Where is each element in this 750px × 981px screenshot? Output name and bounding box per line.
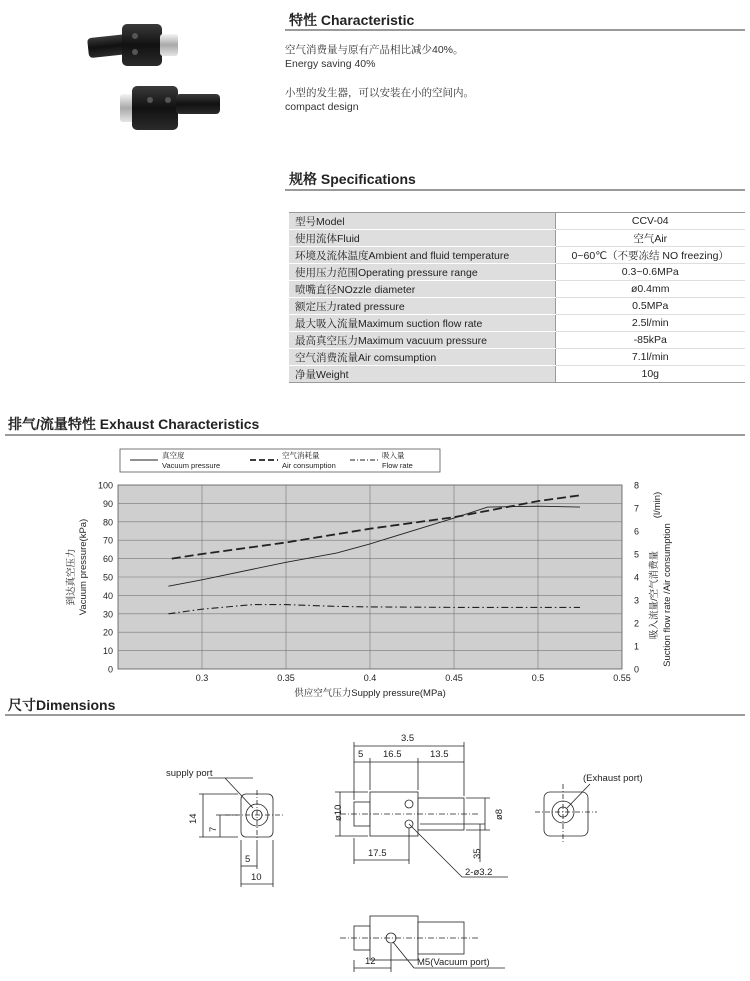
x-tick: 0.45 — [445, 673, 463, 683]
exhaust-title: 排气/流量特性 Exhaust Characteristics — [8, 416, 260, 432]
dimensions-title: 尺寸Dimensions — [8, 697, 116, 713]
y-tick-left: 100 — [97, 480, 113, 491]
spec-label: 型号Model — [289, 213, 555, 230]
char-item-2-cn: 小型的发生器，可以安装在小的空间内。 — [285, 87, 474, 99]
legend-label-en: Air consumption — [282, 461, 336, 470]
y-tick-left: 80 — [102, 517, 113, 528]
dim-13-5: 13.5 — [430, 749, 449, 760]
y-tick-right: 8 — [634, 480, 640, 491]
y-tick-left: 30 — [102, 609, 113, 620]
dim-17-5: 17.5 — [368, 848, 387, 859]
spec-label: 净量Weight — [289, 366, 555, 383]
dimensions-rule — [5, 714, 745, 716]
x-tick: 0.4 — [363, 673, 377, 683]
char-item-1-cn: 空气消费量与原有产品相比减少40%。 — [285, 44, 464, 56]
dim-o10: ø10 — [333, 804, 344, 821]
label-exhaust-port: (Exhaust port) — [583, 773, 643, 784]
spec-row — [289, 298, 745, 315]
y-tick-left: 40 — [102, 590, 113, 601]
legend-label-cn: 吸入量 — [382, 451, 405, 460]
y-tick-left: 70 — [102, 535, 113, 546]
x-tick: 0.3 — [195, 673, 209, 683]
spec-row — [289, 230, 745, 247]
spec-value: 2.5l/min — [555, 315, 745, 332]
y-axis-right-label-cn: 吸入流量/空气消费量 — [649, 550, 660, 640]
label-supply-port: supply port — [166, 768, 213, 779]
spec-table — [289, 212, 745, 383]
legend-label-cn: 真空度 — [162, 451, 185, 460]
y-tick-right: 6 — [634, 526, 640, 537]
char-item-2-en: compact design — [285, 101, 359, 113]
spec-value: ø0.4mm — [555, 281, 745, 298]
spec-value: 0.5MPa — [555, 298, 745, 315]
characteristic-rule — [285, 29, 745, 31]
dim-5a: 5 — [358, 749, 364, 760]
y-tick-right: 1 — [634, 641, 640, 652]
y-tick-left: 10 — [102, 646, 113, 657]
label-vacuum-port: M5(Vacuum port) — [417, 957, 490, 968]
y-axis-left-label-cn: 到达真空压力 — [66, 548, 77, 606]
spec-row — [289, 264, 745, 281]
dim-10b: 10 — [251, 872, 262, 883]
y-axis-left-label-en: Vacuum pressure(kPa) — [78, 518, 89, 616]
x-tick: 0.5 — [531, 673, 545, 683]
y-tick-right: 5 — [634, 549, 640, 560]
spec-row — [289, 349, 745, 366]
y-axis-right-label-en: Suction flow rate /Air consumption — [662, 523, 673, 667]
dim-14: 14 — [188, 813, 199, 824]
dimension-drawing — [0, 722, 750, 981]
end-view-exhaust — [535, 784, 597, 842]
spec-row — [289, 332, 745, 349]
spec-label: 使用压力范围Operating pressure range — [289, 264, 555, 281]
y-tick-left: 0 — [107, 664, 113, 675]
y-axis-right-unit: (l/min) — [652, 491, 663, 519]
dim-3-5: 3.5 — [401, 733, 415, 744]
dim-35: 35 — [472, 848, 483, 859]
spec-label: 使用流体Fluid — [289, 230, 555, 247]
characteristic-title: 特性 Characteristic — [289, 12, 415, 28]
x-axis-label: 供应空气压力Supply pressure(MPa) — [294, 688, 446, 699]
spec-row — [289, 315, 745, 332]
spec-label: 环境及流体温度Ambient and fluid temperature — [289, 247, 555, 264]
product-photo — [80, 14, 230, 144]
spec-value: CCV-04 — [555, 213, 745, 230]
dim-16-5: 16.5 — [383, 749, 402, 760]
spec-value: 10g — [555, 366, 745, 383]
y-tick-left: 50 — [102, 572, 113, 583]
spec-row — [289, 213, 745, 230]
x-tick: 0.55 — [613, 673, 631, 683]
dim-7: 7 — [208, 826, 219, 832]
exhaust-rule — [5, 434, 745, 436]
spec-row — [289, 247, 745, 264]
x-tick: 0.35 — [277, 673, 295, 683]
legend-label-en: Vacuum pressure — [162, 461, 221, 470]
legend-label-cn: 空气消耗量 — [282, 451, 320, 460]
spec-value: 7.1l/min — [555, 349, 745, 366]
y-tick-right: 2 — [634, 618, 640, 629]
spec-row — [289, 281, 745, 298]
spec-value: 0.3~0.6MPa — [555, 264, 745, 281]
spec-value: 0~60℃（不要冻结 NO freezing） — [555, 247, 745, 264]
y-tick-left: 60 — [102, 554, 113, 565]
spec-label: 最大吸入流量Maximum suction flow rate — [289, 315, 555, 332]
dim-o8: ø8 — [494, 808, 505, 820]
spec-value: 空气Air — [555, 230, 745, 247]
y-tick-right: 3 — [634, 595, 640, 606]
dim-5b: 5 — [245, 854, 251, 865]
legend-label-en: Flow rate — [382, 461, 413, 470]
exhaust-chart — [0, 440, 750, 710]
spec-value: -85kPa — [555, 332, 745, 349]
specifications-rule — [285, 189, 745, 191]
specifications-title: 规格 Specifications — [289, 171, 416, 187]
dim-12: 12 — [365, 956, 376, 967]
y-tick-right: 4 — [634, 572, 640, 583]
y-tick-left: 90 — [102, 498, 113, 509]
y-tick-left: 20 — [102, 627, 113, 638]
label-holes: 2-ø3.2 — [465, 867, 493, 878]
y-tick-right: 7 — [634, 503, 640, 514]
char-item-1-en: Energy saving 40% — [285, 58, 376, 70]
spec-label: 空气消费流量Air comsumption — [289, 349, 555, 366]
y-tick-right: 0 — [634, 664, 640, 675]
spec-label: 喷嘴直径NOzzle diameter — [289, 281, 555, 298]
spec-row — [289, 366, 745, 383]
spec-label: 额定压力rated pressure — [289, 298, 555, 315]
spec-label: 最高真空压力Maximum vacuum pressure — [289, 332, 555, 349]
